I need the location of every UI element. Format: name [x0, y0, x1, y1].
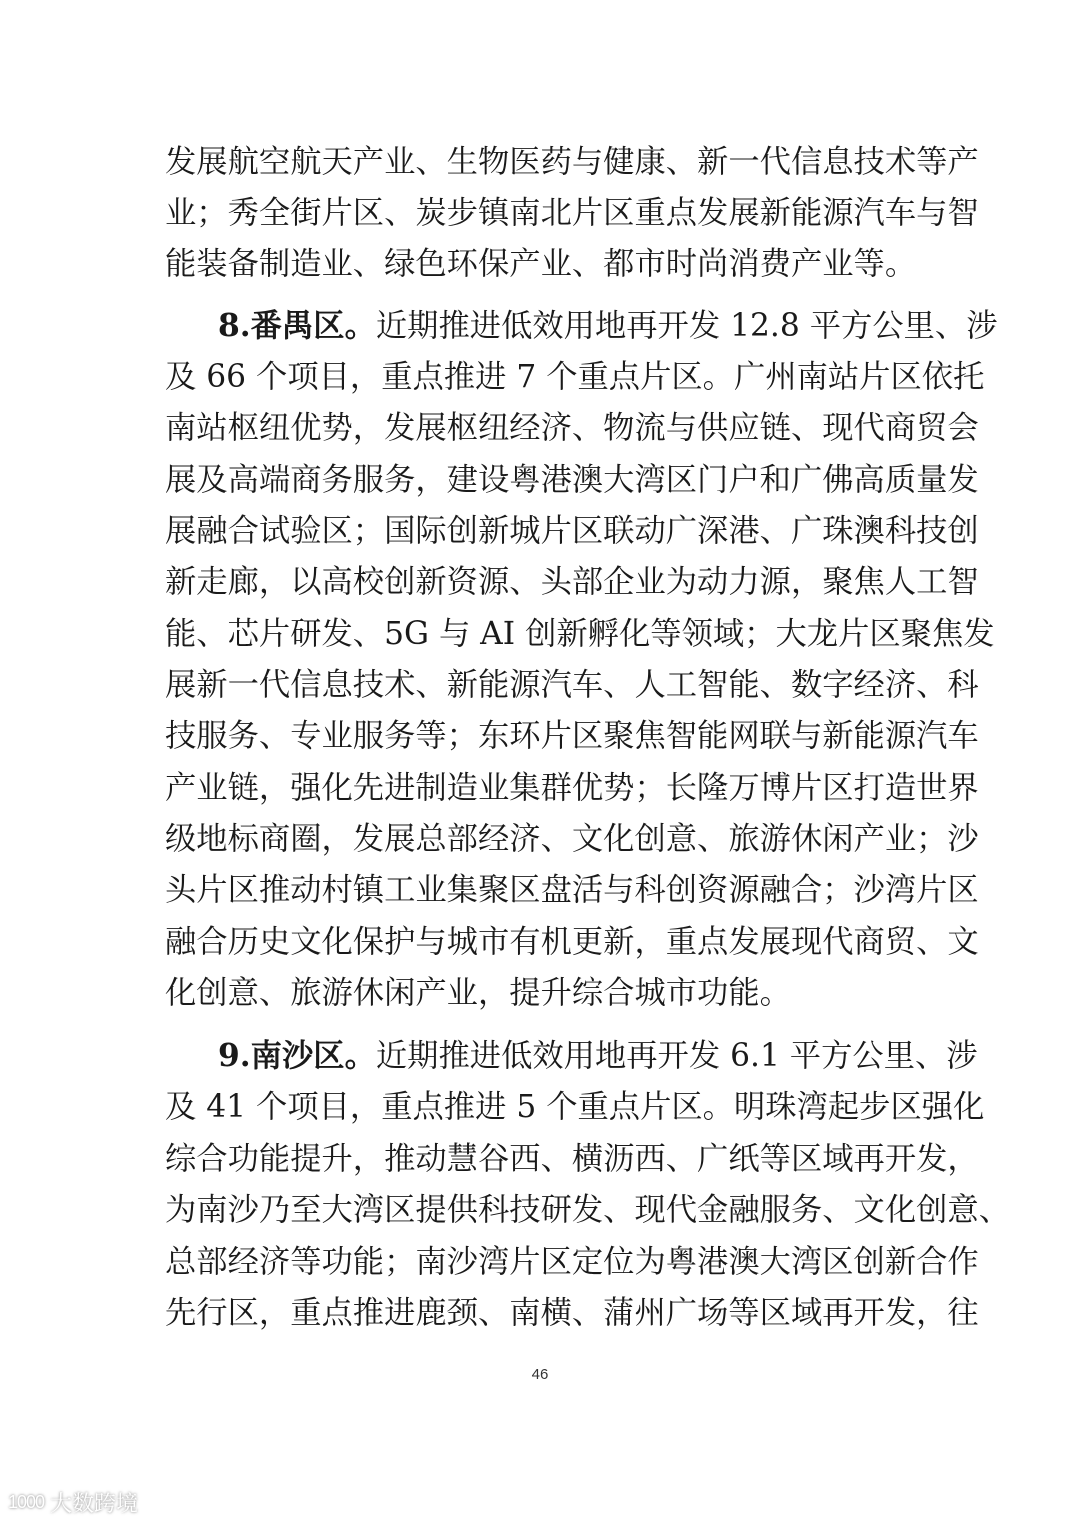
section-heading-nansha: 9.南沙区。	[218, 1038, 376, 1074]
text-line: 综合功能提升，推动慧谷西、横沥西、广纸等区域再开发，	[165, 1141, 979, 1177]
text-span: 近期推进低效用地再开发 6.1 平方公里、涉	[375, 1038, 978, 1074]
section-heading-line	[165, 304, 998, 348]
text-line: 技服务、专业服务等；东环片区聚焦智能网联与新能源汽车	[165, 718, 979, 754]
text-line: 及 66 个项目，重点推进 7 个重点片区。广州南站片区依托	[165, 359, 985, 395]
text-line: 发展航空航天产业、生物医药与健康、新一代信息技术等产	[165, 144, 979, 180]
text-line: 业；秀全街片区、炭步镇南北片区重点发展新能源汽车与智	[165, 195, 979, 231]
brand-logo-icon: 1000	[8, 1491, 45, 1512]
watermark	[8, 1487, 138, 1517]
text-line: 展及高端商务服务，建设粤港澳大湾区门户和广佛高质量发	[165, 462, 979, 498]
text-line: 融合历史文化保护与城市有机更新，重点发展现代商贸、文	[165, 924, 979, 960]
text-line: 头片区推动村镇工业集聚区盘活与科创资源融合；沙湾片区	[165, 872, 979, 908]
text-line: 为南沙乃至大湾区提供科技研发、现代金融服务、文化创意、	[165, 1192, 1011, 1228]
section-heading-panyu: 8.番禺区。	[218, 308, 376, 344]
text-line: 能、芯片研发、5G 与 AI 创新孵化等领域；大龙片区聚焦发	[165, 616, 995, 652]
text-line: 能装备制造业、绿色环保产业、都市时尚消费产业等。	[165, 246, 917, 282]
text-line: 展融合试验区；国际创新城片区联动广深港、广珠澳科技创	[165, 513, 979, 549]
text-line: 产业链，强化先进制造业集群优势；长隆万博片区打造世界	[165, 770, 979, 806]
text-line: 展新一代信息技术、新能源汽车、人工智能、数字经济、科	[165, 667, 979, 703]
page-number: 46	[531, 1366, 549, 1383]
text-span: 近期推进低效用地再开发 12.8 平方公里、涉	[375, 308, 998, 344]
text-line: 先行区，重点推进鹿颈、南横、蒲州广场等区域再开发，往	[165, 1295, 979, 1331]
brand-name: 大数跨境	[50, 1491, 139, 1517]
text-line: 化创意、旅游休闲产业，提升综合城市功能。	[165, 975, 791, 1011]
text-line: 级地标商圈，发展总部经济、文化创意、旅游休闲产业；沙	[165, 821, 979, 857]
text-line: 新走廊，以高校创新资源、头部企业为动力源，聚焦人工智	[165, 564, 979, 600]
section-heading-line	[165, 1034, 978, 1078]
text-line: 及 41 个项目，重点推进 5 个重点片区。明珠湾起步区强化	[165, 1089, 985, 1125]
text-line: 南站枢纽优势，发展枢纽经济、物流与供应链、现代商贸会	[165, 410, 979, 446]
text-line: 总部经济等功能；南沙湾片区定位为粤港澳大湾区创新合作	[165, 1244, 979, 1280]
